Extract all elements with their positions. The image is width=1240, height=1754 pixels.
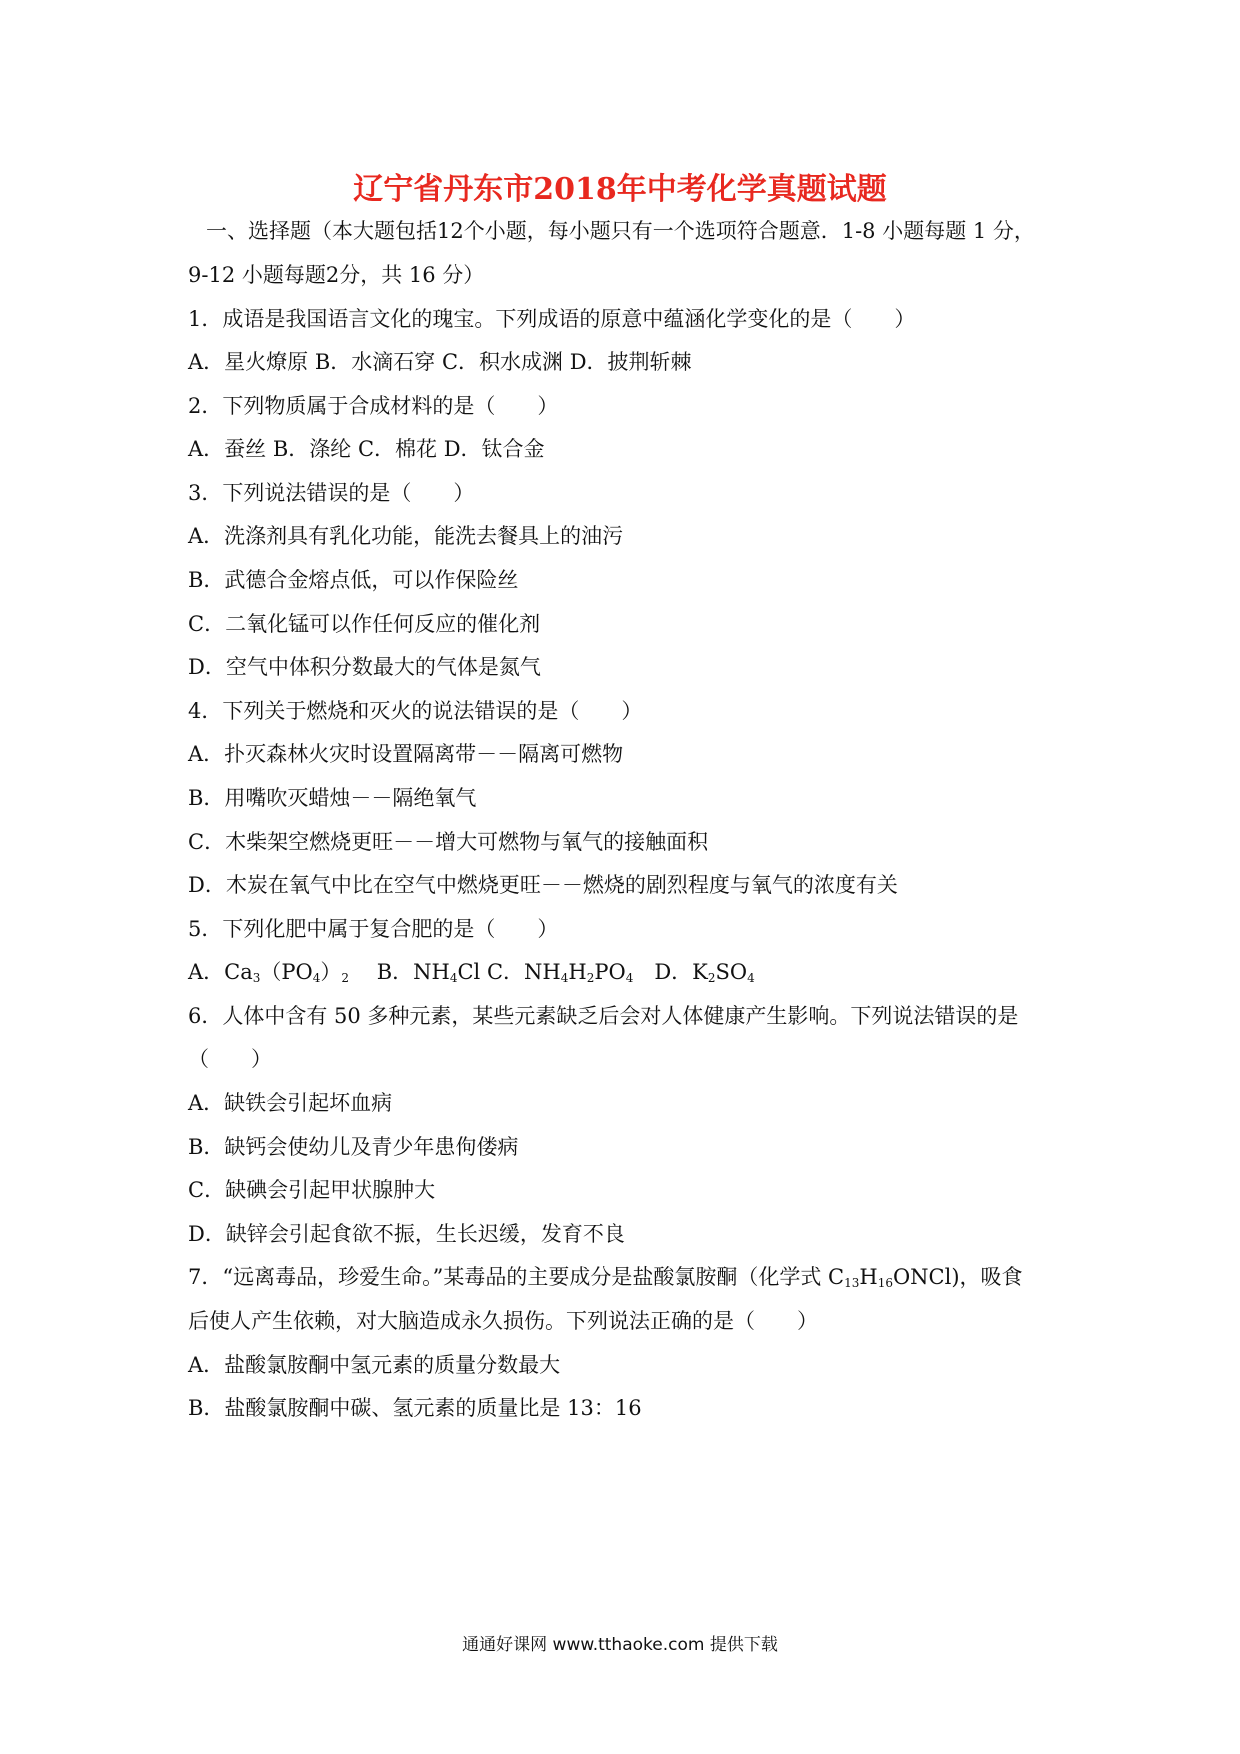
q3-option-d: D．空气中体积分数最大的气体是氮气 (188, 655, 541, 679)
q4-stem: 4．下列关于燃烧和灭火的说法错误的是（ ） (188, 699, 643, 723)
q2-options: A．蚕丝 B．涤纶 C．棉花 D．钛合金 (188, 437, 545, 461)
q7-stem-prefix: 7．“远离毒品，珍爱生命。”某毒品的主要成分是盐酸氯胺酮（化学式 C (188, 1265, 845, 1289)
q5-stem: 5．下列化肥中属于复合肥的是（ ） (188, 917, 559, 941)
q5-options (188, 959, 755, 991)
q5-opt-c-mid: H (568, 960, 587, 984)
q4-option-a: A．扑灭森林火灾时设置隔离带－－隔离可燃物 (188, 742, 624, 766)
q5-opt-b-rest: Cl (457, 960, 481, 984)
q5-opt-c-prefix: C．NH (480, 960, 561, 984)
q3-stem: 3．下列说法错误的是（ ） (188, 481, 475, 505)
q5-opt-a-sub3: 2 (341, 971, 350, 985)
section-heading-line2: 9-12 小题每题2分，共 16 分） (188, 263, 485, 287)
q5-opt-b-prefix: B．NH (349, 960, 450, 984)
q6-stem: 6．人体中含有 50 多种元素，某些元素缺乏后会对人体健康产生影响。下列说法错误的是 (188, 1004, 1019, 1028)
q2-stem: 2．下列物质属于合成材料的是（ ） (188, 394, 559, 418)
q4-option-b: B．用嘴吹灭蜡烛－－隔绝氧气 (188, 786, 477, 810)
q5-opt-d-sub1: 2 (707, 971, 716, 985)
q3-option-a: A．洗涤剂具有乳化功能，能洗去餐具上的油污 (188, 524, 624, 548)
q5-opt-c-rest: PO (594, 960, 626, 984)
q7-option-b: B．盐酸氯胺酮中碳、氢元素的质量比是 13：16 (188, 1396, 642, 1420)
q5-opt-c-sub2: 2 (586, 971, 595, 985)
q5-opt-a-sub2: 4 (312, 971, 321, 985)
q7-sub2: 16 (877, 1276, 893, 1290)
q3-option-b: B．武德合金熔点低，可以作保险丝 (188, 568, 519, 592)
q5-opt-c-sub3: 4 (625, 971, 634, 985)
q6-option-b: B．缺钙会使幼儿及青少年患佝偻病 (188, 1135, 519, 1159)
q5-opt-b-sub: 4 (449, 971, 458, 985)
q4-option-c: C．木柴架空燃烧更旺－－增大可燃物与氧气的接触面积 (188, 830, 709, 854)
q7-option-a: A．盐酸氯胺酮中氢元素的质量分数最大 (188, 1353, 561, 1377)
q5-opt-d-prefix: D．K (633, 960, 708, 984)
q7-stem-suffix: ONCl)，吸食 (892, 1265, 1023, 1289)
q5-opt-a-sub1: 3 (252, 971, 261, 985)
q6-option-c: C．缺碘会引起甲状腺肿大 (188, 1178, 436, 1202)
q7-stem-cont: 后使人产生依赖，对大脑造成永久损伤。下列说法正确的是（ ） (188, 1309, 818, 1333)
q6-option-a: A．缺铁会引起坏血病 (188, 1091, 393, 1115)
section-heading-line1: 一、选择题（本大题包括12个小题，每小题只有一个选项符合题意．1-8 小题每题 1 分， (206, 219, 1035, 243)
q5-opt-a-prefix: A．Ca (188, 960, 253, 984)
q1-stem: 1．成语是我国语言文化的瑰宝。下列成语的原意中蕴涵化学变化的是（ ） (188, 307, 916, 331)
q4-option-d: D．木炭在氧气中比在空气中燃烧更旺－－燃烧的剧烈程度与氧气的浓度有关 (188, 873, 898, 897)
q7-stem (188, 1264, 1023, 1296)
q5-opt-d-sub2: 4 (747, 971, 755, 985)
q7-mid1: H (859, 1265, 878, 1289)
q6-option-d: D．缺锌会引起食欲不振，生长迟缓，发育不良 (188, 1222, 625, 1246)
q5-opt-d-mid: SO (715, 960, 748, 984)
q3-option-c: C．二氧化锰可以作任何反应的催化剂 (188, 612, 541, 636)
q7-sub1: 13 (844, 1276, 860, 1290)
q6-stem-cont: （ ） (188, 1047, 272, 1071)
footer-source: 通通好课网 www.tthaoke.com 提供下载 (462, 1635, 778, 1655)
page-title: 辽宁省丹东市2018年中考化学真题试题 (353, 172, 887, 207)
q5-opt-a-close: ） (320, 960, 342, 984)
q1-options: A．星火燎原 B．水滴石穿 C．积水成渊 D．披荆斩棘 (188, 350, 692, 374)
q5-opt-a-mid: （PO (260, 960, 313, 984)
q5-opt-c-sub1: 4 (560, 971, 569, 985)
